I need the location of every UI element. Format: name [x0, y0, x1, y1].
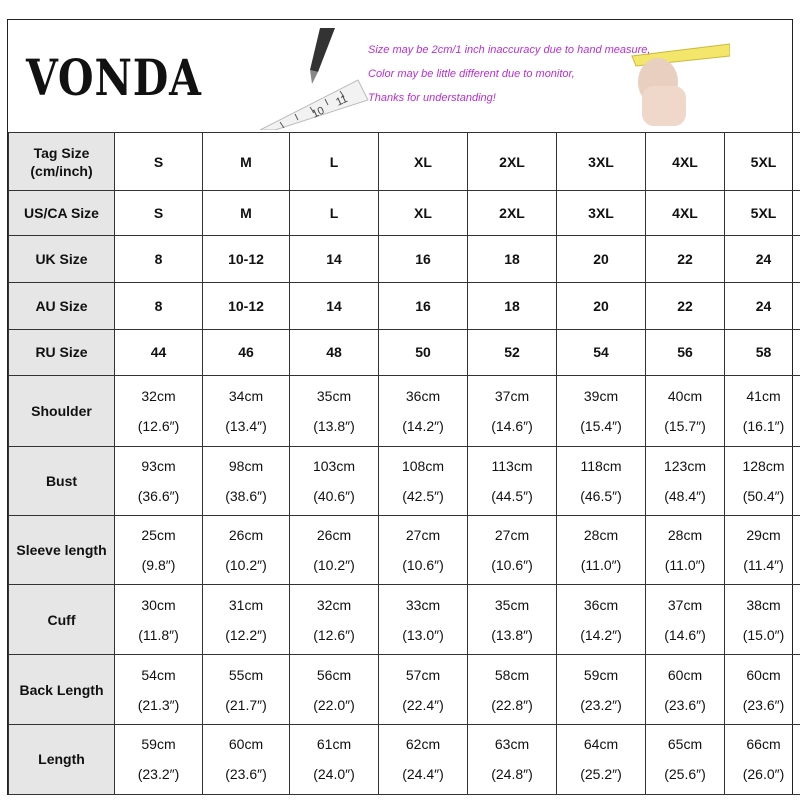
cm-value: 35cm [316, 388, 352, 404]
measurement-cell [115, 376, 203, 446]
size-cell: 24 [725, 282, 800, 329]
measurement-cell [379, 515, 468, 584]
size-cell: 22 [646, 282, 725, 329]
size-cell: 2XL [468, 133, 557, 191]
disclaimer-line: Thanks for understanding! [368, 92, 496, 104]
measurement-cell [203, 585, 290, 655]
cm-value: 26cm [316, 527, 352, 544]
disclaimer-line: Size may be 2cm/1 inch inaccuracy due to hand measure, [368, 44, 651, 56]
size-cell: L [290, 133, 379, 191]
measurement-cell [646, 446, 725, 515]
inch-value: (11.0″) [580, 557, 622, 574]
size-chart [7, 19, 793, 795]
inch-value: (12.6″) [137, 418, 180, 434]
cm-value: 93cm [141, 457, 176, 474]
cm-value: 113cm [491, 457, 533, 474]
inch-value: (15.4″) [580, 418, 622, 434]
header-banner [8, 20, 792, 132]
row-label: Shoulder [9, 376, 115, 446]
inch-value: (23.6″) [664, 696, 706, 713]
table-row [9, 282, 800, 329]
cm-value: 32cm [141, 388, 176, 404]
brand-logo: VONDA [26, 48, 202, 107]
measurement-cell [725, 515, 800, 584]
inch-value: (38.6″) [225, 487, 267, 504]
measurement-cell [203, 515, 290, 584]
inch-value: (24.0″) [313, 766, 355, 783]
size-cell: 3XL [557, 133, 646, 191]
table-row [9, 446, 800, 515]
inch-value: (25.2″) [580, 766, 622, 783]
size-cell: 20 [557, 282, 646, 329]
ruler-digit: 11 [334, 93, 350, 109]
cm-value: 37cm [667, 596, 703, 613]
inch-value: (23.2″) [137, 766, 180, 783]
cm-value: 118cm [580, 457, 622, 474]
size-cell: 2XL [468, 191, 557, 236]
measurement-cell [646, 585, 725, 655]
cm-value: 63cm [494, 736, 530, 753]
size-cell: 8 [115, 235, 203, 282]
disclaimer-notes [368, 38, 650, 110]
ruler-icon [260, 80, 368, 130]
measurement-cell [725, 376, 800, 446]
measurement-cell [290, 515, 379, 584]
measurement-cell [379, 376, 468, 446]
inch-value: (22.0″) [313, 696, 355, 713]
table-row [9, 329, 800, 376]
cm-value: 62cm [405, 736, 441, 753]
measurement-cell [290, 655, 379, 724]
measurement-cell [290, 585, 379, 655]
size-cell: XL [379, 191, 468, 236]
size-cell: M [203, 133, 290, 191]
measurement-cell [203, 376, 290, 446]
measurement-cell [725, 585, 800, 655]
inch-value: (9.8″) [141, 557, 176, 574]
size-cell: L [290, 191, 379, 236]
size-cell: 4XL [646, 133, 725, 191]
size-cell: 50 [379, 329, 468, 376]
row-label: Tag Size (cm/inch) [9, 133, 115, 191]
measurement-cell [379, 724, 468, 794]
size-cell: 10-12 [203, 282, 290, 329]
inch-value: (12.2″) [225, 626, 267, 643]
measurement-cell [290, 446, 379, 515]
table-row [9, 235, 800, 282]
size-cell: 58 [725, 329, 800, 376]
cm-value: 59cm [141, 736, 176, 753]
inch-value: (22.4″) [402, 696, 444, 713]
row-label: Length [9, 724, 115, 794]
size-cell: S [115, 133, 203, 191]
cm-value: 36cm [583, 596, 619, 613]
table-row [9, 191, 800, 236]
inch-value: (21.7″) [225, 696, 267, 713]
cm-value: 59cm [583, 666, 619, 683]
cm-value: 30cm [141, 596, 176, 613]
size-table [8, 132, 800, 795]
inch-value: (24.4″) [402, 766, 444, 783]
size-cell: 48 [290, 329, 379, 376]
inch-value: (12.6″) [313, 626, 355, 643]
size-cell: 14 [290, 282, 379, 329]
row-label: US/CA Size [9, 191, 115, 236]
row-label: Bust [9, 446, 115, 515]
row-label: Sleeve length [9, 515, 115, 584]
size-cell: 16 [379, 282, 468, 329]
measurement-cell [290, 376, 379, 446]
inch-value: (24.8″) [491, 766, 533, 783]
cm-value: 54cm [141, 666, 176, 683]
measurement-cell [725, 724, 800, 794]
measurement-cell [725, 655, 800, 724]
inch-value: (15.0″) [742, 626, 785, 643]
inch-value: (26.0″) [742, 766, 785, 783]
cm-value: 123cm [663, 457, 707, 474]
cm-value: 103cm [312, 457, 356, 474]
cm-value: 38cm [746, 596, 781, 613]
cm-value: 66cm [746, 736, 781, 753]
size-cell: 5XL [725, 133, 800, 191]
measurement-cell [468, 446, 557, 515]
cm-value: 34cm [228, 388, 264, 404]
inch-value: (14.6″) [664, 626, 706, 643]
cm-value: 60cm [228, 736, 264, 753]
inch-value: (14.2″) [402, 418, 444, 434]
cm-value: 57cm [405, 666, 441, 683]
size-cell: 56 [646, 329, 725, 376]
inch-value: (23.6″) [225, 766, 267, 783]
cm-value: 33cm [405, 596, 441, 613]
cm-value: 27cm [405, 527, 441, 544]
cm-value: 128cm [742, 457, 785, 474]
cm-value: 41cm [746, 388, 781, 404]
inch-value: (46.5″) [580, 487, 622, 504]
measurement-cell [468, 585, 557, 655]
table-row [9, 585, 800, 655]
size-cell: 18 [468, 235, 557, 282]
measurement-cell [557, 515, 646, 584]
size-cell: S [115, 191, 203, 236]
size-cell: 8 [115, 282, 203, 329]
measurement-cell [203, 724, 290, 794]
measurement-cell [468, 655, 557, 724]
cm-value: 36cm [405, 388, 441, 404]
cm-value: 56cm [316, 666, 352, 683]
size-cell: 10-12 [203, 235, 290, 282]
size-cell: 22 [646, 235, 725, 282]
size-cell: 24 [725, 235, 800, 282]
measurement-cell [468, 724, 557, 794]
measurement-cell [115, 655, 203, 724]
inch-value: (36.6″) [137, 487, 180, 504]
measurement-cell [646, 515, 725, 584]
row-label: Back Length [9, 655, 115, 724]
cm-value: 25cm [141, 527, 176, 544]
size-cell: XL [379, 133, 468, 191]
cm-value: 55cm [228, 666, 264, 683]
inch-value: (42.5″) [402, 487, 444, 504]
inch-value: (11.8″) [138, 626, 179, 643]
cm-value: 32cm [316, 596, 352, 613]
size-cell: 14 [290, 235, 379, 282]
size-cell: 18 [468, 282, 557, 329]
cm-value: 58cm [494, 666, 530, 683]
cm-value: 65cm [667, 736, 703, 753]
cm-value: 39cm [583, 388, 619, 404]
measurement-cell [468, 515, 557, 584]
measurement-cell [379, 446, 468, 515]
inch-value: (13.0″) [402, 626, 444, 643]
table-row [9, 133, 800, 191]
measurement-cell [379, 655, 468, 724]
measurement-cell [115, 585, 203, 655]
size-cell: 54 [557, 329, 646, 376]
cm-value: 64cm [583, 736, 619, 753]
inch-value: (11.4″) [743, 557, 784, 574]
cm-value: 37cm [494, 388, 530, 404]
measurement-cell [557, 585, 646, 655]
inch-value: (10.6″) [402, 557, 444, 574]
cm-value: 26cm [228, 527, 264, 544]
measurement-cell [646, 724, 725, 794]
inch-value: (48.4″) [664, 487, 706, 504]
inch-value: (44.5″) [491, 487, 533, 504]
measurement-cell [115, 446, 203, 515]
cm-value: 108cm [401, 457, 445, 474]
measurement-cell [115, 515, 203, 584]
cm-value: 29cm [746, 527, 781, 544]
table-row [9, 515, 800, 584]
ruler-digit: 10 [310, 104, 327, 121]
inch-value: (14.6″) [491, 418, 533, 434]
row-label: UK Size [9, 235, 115, 282]
cm-value: 98cm [228, 457, 264, 474]
row-label: Cuff [9, 585, 115, 655]
measurement-cell [646, 655, 725, 724]
inch-value: (23.2″) [580, 696, 622, 713]
measurement-cell [557, 724, 646, 794]
size-cell: 16 [379, 235, 468, 282]
measurement-cell [725, 446, 800, 515]
measurement-cell [468, 376, 557, 446]
size-cell: M [203, 191, 290, 236]
measurement-cell [203, 446, 290, 515]
inch-value: (21.3″) [137, 696, 180, 713]
row-label: AU Size [9, 282, 115, 329]
inch-value: (10.2″) [225, 557, 267, 574]
inch-value: (23.6″) [742, 696, 785, 713]
measurement-cell [115, 724, 203, 794]
size-cell: 44 [115, 329, 203, 376]
inch-value: (16.1″) [742, 418, 785, 434]
inch-value: (50.4″) [742, 487, 785, 504]
table-row [9, 376, 800, 446]
cm-value: 35cm [494, 596, 530, 613]
cm-value: 40cm [667, 388, 703, 404]
measurement-cell [557, 376, 646, 446]
cm-value: 60cm [746, 666, 781, 683]
table-row [9, 655, 800, 724]
measurement-cell [557, 655, 646, 724]
row-label: RU Size [9, 329, 115, 376]
size-cell: 20 [557, 235, 646, 282]
measurement-cell [557, 446, 646, 515]
inch-value: (15.7″) [664, 418, 706, 434]
cm-value: 60cm [667, 666, 703, 683]
inch-value: (14.2″) [580, 626, 622, 643]
cm-value: 28cm [667, 527, 703, 544]
inch-value: (13.4″) [225, 418, 267, 434]
measurement-cell [646, 376, 725, 446]
measurement-cell [379, 585, 468, 655]
size-cell: 4XL [646, 191, 725, 236]
size-cell: 5XL [725, 191, 800, 236]
measurement-cell [290, 724, 379, 794]
inch-value: (22.8″) [491, 696, 533, 713]
size-cell: 46 [203, 329, 290, 376]
cm-value: 28cm [583, 527, 619, 544]
cm-value: 27cm [494, 527, 530, 544]
size-cell: 52 [468, 329, 557, 376]
inch-value: (11.0″) [664, 557, 706, 574]
cm-value: 31cm [228, 596, 264, 613]
inch-value: (13.8″) [313, 418, 355, 434]
inch-value: (13.8″) [491, 626, 533, 643]
pen-icon [310, 28, 335, 84]
disclaimer-line: Color may be little different due to monitor, [368, 68, 575, 80]
measurement-cell [203, 655, 290, 724]
inch-value: (25.6″) [664, 766, 706, 783]
size-cell: 3XL [557, 191, 646, 236]
inch-value: (40.6″) [313, 487, 355, 504]
cm-value: 61cm [316, 736, 352, 753]
table-row [9, 724, 800, 794]
inch-value: (10.2″) [313, 557, 355, 574]
inch-value: (10.6″) [491, 557, 533, 574]
